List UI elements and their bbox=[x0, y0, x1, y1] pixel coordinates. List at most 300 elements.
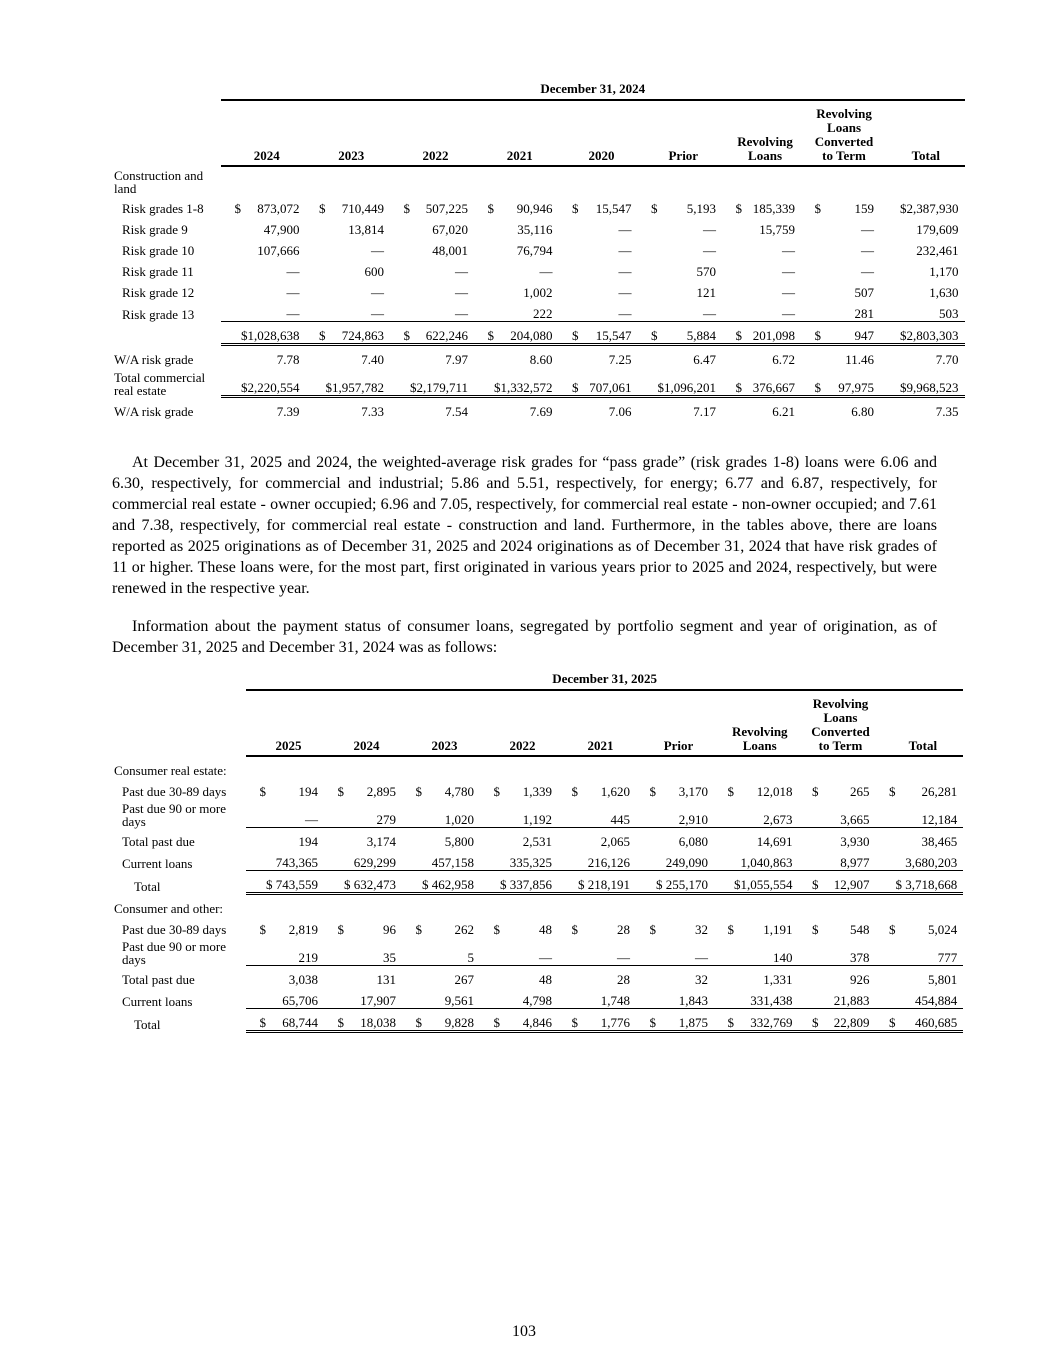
amount: 201,098 bbox=[752, 328, 796, 343]
currency-symbol bbox=[318, 307, 326, 321]
value-cell bbox=[559, 279, 638, 300]
currency-symbol bbox=[811, 856, 819, 870]
row-label: Total commercial real estate bbox=[114, 369, 206, 398]
value-cell bbox=[876, 966, 964, 988]
amount: — bbox=[455, 306, 469, 321]
value-cell: 7.54 bbox=[445, 404, 469, 419]
value-cell bbox=[636, 937, 714, 966]
value-cell: 7.97 bbox=[445, 352, 469, 367]
currency-symbol bbox=[650, 381, 658, 395]
currency-symbol: $ bbox=[493, 922, 500, 937]
currency-symbol bbox=[571, 307, 579, 321]
value-cell bbox=[324, 828, 402, 850]
row-label: W/A risk grade bbox=[114, 352, 194, 367]
amount: 332,769 bbox=[750, 1015, 793, 1030]
currency-symbol bbox=[336, 973, 344, 987]
amount: 131 bbox=[376, 972, 396, 987]
currency-symbol bbox=[570, 994, 578, 1008]
amount: 4,780 bbox=[444, 784, 474, 799]
amount: 4,846 bbox=[522, 1015, 552, 1030]
currency-symbol bbox=[336, 994, 344, 1008]
value-cell bbox=[876, 799, 964, 828]
amount: 18,038 bbox=[360, 1015, 396, 1030]
currency-symbol bbox=[318, 265, 326, 279]
currency-symbol bbox=[648, 856, 656, 870]
amount: 707,061 bbox=[589, 380, 632, 395]
currency-symbol bbox=[648, 878, 656, 892]
value-cell bbox=[559, 300, 638, 322]
currency-symbol bbox=[492, 973, 500, 987]
amount: $1,096,201 bbox=[657, 380, 717, 395]
row-label: Past due 30-89 days bbox=[122, 922, 227, 937]
currency-symbol bbox=[233, 381, 241, 395]
amount: 724,863 bbox=[341, 328, 384, 343]
currency-symbol bbox=[486, 286, 494, 300]
currency-symbol: $ bbox=[403, 201, 410, 216]
currency-symbol bbox=[571, 286, 579, 300]
column-header: Prior bbox=[636, 690, 714, 756]
currency-symbol bbox=[414, 878, 422, 892]
amount: 65,706 bbox=[282, 993, 318, 1008]
amount: 5,801 bbox=[928, 972, 958, 987]
value-cell bbox=[714, 828, 799, 850]
value-cell bbox=[480, 799, 558, 828]
amount: — bbox=[539, 950, 552, 965]
currency-symbol: $ bbox=[651, 201, 658, 216]
currency-symbol bbox=[726, 973, 734, 987]
currency-symbol bbox=[258, 813, 266, 827]
amount: 281 bbox=[854, 306, 875, 321]
amount: 548 bbox=[850, 922, 870, 937]
amount: — bbox=[861, 243, 875, 258]
value-cell bbox=[799, 828, 876, 850]
value-cell bbox=[474, 279, 559, 300]
amount: — bbox=[782, 264, 796, 279]
currency-symbol bbox=[258, 878, 266, 892]
value-cell bbox=[221, 300, 306, 322]
amount: 947 bbox=[854, 328, 875, 343]
currency-symbol: $ bbox=[259, 784, 266, 799]
amount: 12,907 bbox=[833, 877, 870, 892]
value-cell bbox=[480, 778, 558, 799]
amount: 17,907 bbox=[360, 993, 396, 1008]
currency-symbol bbox=[233, 244, 241, 258]
value-cell bbox=[246, 916, 324, 937]
value-cell bbox=[558, 828, 636, 850]
amount: 140 bbox=[773, 950, 793, 965]
table-row bbox=[112, 937, 963, 966]
currency-symbol: $ bbox=[571, 784, 578, 799]
table-row bbox=[112, 237, 965, 258]
column-header: Prior bbox=[638, 100, 723, 166]
value-cell: 7.35 bbox=[935, 404, 959, 419]
column-header: 2024 bbox=[324, 690, 402, 756]
currency-symbol bbox=[492, 994, 500, 1008]
value-cell bbox=[799, 799, 876, 828]
row-label: Total past due bbox=[122, 972, 195, 987]
currency-symbol: $ bbox=[571, 1015, 578, 1030]
value-cell: 6.47 bbox=[693, 352, 717, 367]
currency-symbol bbox=[492, 813, 500, 827]
table-row bbox=[112, 258, 965, 279]
currency-symbol: $ bbox=[259, 1015, 266, 1030]
currency-symbol bbox=[258, 835, 266, 849]
currency-symbol: $ bbox=[889, 1015, 896, 1030]
value-cell bbox=[876, 871, 964, 894]
value-cell bbox=[722, 322, 801, 345]
total-row bbox=[112, 322, 965, 345]
value-cell bbox=[306, 322, 391, 345]
column-header: Revolving Loans Converted to Term bbox=[799, 690, 876, 756]
value-cell bbox=[801, 237, 880, 258]
value-cell bbox=[799, 871, 876, 894]
table-title: December 31, 2024 bbox=[221, 82, 965, 100]
value-cell bbox=[480, 828, 558, 850]
amount: 1,170 bbox=[929, 264, 959, 279]
value-cell bbox=[714, 937, 799, 966]
value-cell bbox=[306, 195, 391, 216]
currency-symbol bbox=[336, 835, 344, 849]
currency-symbol bbox=[650, 286, 658, 300]
value-cell bbox=[799, 849, 876, 871]
amount: — bbox=[703, 222, 717, 237]
currency-symbol bbox=[888, 835, 896, 849]
value-cell bbox=[558, 799, 636, 828]
amount: — bbox=[617, 950, 630, 965]
amount: — bbox=[371, 243, 384, 258]
currency-symbol bbox=[888, 813, 896, 827]
amount: 457,158 bbox=[431, 855, 474, 870]
currency-symbol bbox=[402, 265, 410, 279]
column-header: Total bbox=[880, 100, 965, 166]
amount: 15,547 bbox=[595, 328, 632, 343]
value-cell bbox=[722, 237, 801, 258]
amount: 267 bbox=[454, 972, 474, 987]
amount: — bbox=[782, 285, 796, 300]
value-cell bbox=[636, 916, 714, 937]
amount: 204,080 bbox=[510, 328, 553, 343]
currency-symbol: $ bbox=[649, 922, 656, 937]
wa-risk-row bbox=[112, 397, 965, 420]
currency-symbol bbox=[726, 835, 734, 849]
amount: 232,461 bbox=[916, 243, 959, 258]
currency-symbol bbox=[318, 381, 326, 395]
amount: 622,246 bbox=[425, 328, 469, 343]
row-label: Risk grade 9 bbox=[122, 222, 188, 237]
currency-symbol: $ bbox=[493, 1015, 500, 1030]
currency-symbol bbox=[414, 994, 422, 1008]
value-cell bbox=[799, 916, 876, 937]
amount: $1,332,572 bbox=[494, 380, 553, 395]
amount: 2,895 bbox=[366, 784, 396, 799]
currency-symbol bbox=[492, 878, 500, 892]
amount: 185,339 bbox=[752, 201, 796, 216]
currency-symbol: $ bbox=[812, 922, 819, 937]
currency-symbol bbox=[892, 381, 900, 395]
column-header: 2024 bbox=[221, 100, 306, 166]
amount: 216,126 bbox=[587, 855, 630, 870]
amount: 15,759 bbox=[759, 222, 796, 237]
amount: 159 bbox=[854, 201, 875, 216]
amount: 454,884 bbox=[915, 993, 958, 1008]
amount: — bbox=[618, 264, 632, 279]
value-cell bbox=[638, 300, 723, 322]
currency-symbol: $ bbox=[493, 784, 500, 799]
currency-symbol bbox=[258, 951, 266, 965]
amount: 629,299 bbox=[353, 855, 396, 870]
value-cell bbox=[324, 966, 402, 988]
amount: — bbox=[305, 812, 318, 827]
value-cell: 7.17 bbox=[693, 404, 717, 419]
amount: 22,809 bbox=[833, 1015, 870, 1030]
currency-symbol: $ bbox=[487, 328, 495, 343]
value-cell bbox=[558, 778, 636, 799]
table-row bbox=[112, 987, 963, 1009]
amount: $2,387,930 bbox=[900, 201, 959, 216]
value-cell bbox=[880, 367, 965, 397]
amount: 35,116 bbox=[517, 222, 553, 237]
amount: 262 bbox=[454, 922, 474, 937]
amount: 222 bbox=[533, 306, 553, 321]
amount: — bbox=[695, 950, 708, 965]
value-cell bbox=[246, 849, 324, 871]
amount: — bbox=[618, 285, 632, 300]
value-cell bbox=[636, 799, 714, 828]
amount: 743,365 bbox=[275, 855, 318, 870]
currency-symbol bbox=[233, 265, 241, 279]
currency-symbol: $ bbox=[735, 328, 743, 343]
amount: — bbox=[618, 222, 632, 237]
currency-symbol bbox=[813, 244, 821, 258]
value-cell bbox=[636, 966, 714, 988]
amount: 1,331 bbox=[763, 972, 793, 987]
amount: 194 bbox=[298, 834, 318, 849]
value-cell bbox=[480, 987, 558, 1009]
value-cell: 6.72 bbox=[772, 352, 796, 367]
amount: $ 218,191 bbox=[578, 877, 630, 892]
amount: 1,776 bbox=[600, 1015, 630, 1030]
value-cell bbox=[246, 966, 324, 988]
value-cell bbox=[722, 195, 801, 216]
amount: $ 337,856 bbox=[500, 877, 552, 892]
amount: $2,803,303 bbox=[900, 328, 959, 343]
currency-symbol: $ bbox=[727, 922, 734, 937]
amount: 97,975 bbox=[838, 380, 875, 395]
value-cell bbox=[480, 849, 558, 871]
currency-symbol bbox=[570, 973, 578, 987]
value-cell bbox=[638, 367, 723, 397]
value-cell bbox=[474, 367, 559, 397]
value-cell bbox=[221, 322, 306, 345]
currency-symbol bbox=[734, 286, 742, 300]
currency-symbol bbox=[402, 307, 410, 321]
amount: 1,040,863 bbox=[740, 855, 793, 870]
column-header: 2023 bbox=[306, 100, 391, 166]
column-header: 2025 bbox=[246, 690, 324, 756]
currency-symbol bbox=[336, 856, 344, 870]
currency-symbol: $ bbox=[337, 1015, 344, 1030]
value-cell bbox=[801, 216, 880, 237]
value-cell bbox=[876, 778, 964, 799]
value-cell bbox=[324, 916, 402, 937]
amount: $1,028,638 bbox=[241, 328, 300, 343]
value-cell bbox=[402, 871, 480, 894]
value-cell: 7.06 bbox=[608, 404, 632, 419]
value-cell bbox=[402, 778, 480, 799]
currency-symbol bbox=[233, 307, 241, 321]
currency-symbol: $ bbox=[337, 784, 344, 799]
currency-symbol bbox=[892, 329, 900, 343]
value-cell bbox=[880, 216, 965, 237]
amount: 28 bbox=[617, 972, 630, 987]
amount: 1,620 bbox=[600, 784, 630, 799]
column-header-row bbox=[112, 690, 963, 756]
amount: $2,179,711 bbox=[410, 380, 469, 395]
amount: 90,946 bbox=[516, 201, 553, 216]
currency-symbol bbox=[650, 223, 658, 237]
row-label: Past due 90 or more days bbox=[122, 938, 226, 967]
amount: 3,170 bbox=[678, 784, 708, 799]
amount: 2,910 bbox=[678, 812, 708, 827]
currency-symbol bbox=[888, 951, 896, 965]
value-cell bbox=[880, 237, 965, 258]
amount: 32 bbox=[695, 922, 708, 937]
value-cell bbox=[402, 799, 480, 828]
currency-symbol: $ bbox=[319, 201, 326, 216]
value-cell bbox=[390, 322, 474, 345]
amount: 710,449 bbox=[341, 201, 384, 216]
amount: 1,002 bbox=[523, 285, 553, 300]
currency-symbol bbox=[486, 265, 494, 279]
currency-symbol: $ bbox=[812, 1015, 819, 1030]
value-cell bbox=[876, 828, 964, 850]
value-cell: 11.46 bbox=[845, 352, 875, 367]
currency-symbol bbox=[892, 286, 900, 300]
row-label: Risk grade 12 bbox=[122, 285, 195, 300]
row-label: Total bbox=[134, 878, 161, 894]
amount: 194 bbox=[298, 784, 318, 799]
currency-symbol bbox=[892, 265, 900, 279]
value-cell bbox=[221, 216, 306, 237]
currency-symbol bbox=[486, 223, 494, 237]
currency-symbol bbox=[318, 223, 326, 237]
value-cell bbox=[799, 966, 876, 988]
page-number: 103 bbox=[512, 1323, 536, 1340]
value-cell bbox=[880, 279, 965, 300]
currency-symbol bbox=[648, 994, 656, 1008]
value-cell bbox=[559, 258, 638, 279]
value-cell bbox=[246, 937, 324, 966]
value-cell bbox=[324, 849, 402, 871]
value-cell bbox=[480, 871, 558, 894]
amount: 507,225 bbox=[425, 201, 469, 216]
amount: 38,465 bbox=[921, 834, 958, 849]
value-cell bbox=[480, 916, 558, 937]
value-cell bbox=[638, 237, 723, 258]
amount: — bbox=[861, 222, 875, 237]
currency-symbol bbox=[813, 286, 821, 300]
currency-symbol bbox=[811, 994, 819, 1008]
column-header: 2020 bbox=[559, 100, 638, 166]
amount: 1,339 bbox=[522, 784, 552, 799]
amount: 48,001 bbox=[432, 243, 469, 258]
column-header: 2021 bbox=[474, 100, 559, 166]
currency-symbol bbox=[486, 381, 494, 395]
amount: 21,883 bbox=[833, 993, 870, 1008]
amount: 6,080 bbox=[678, 834, 708, 849]
value-cell bbox=[246, 778, 324, 799]
value-cell bbox=[474, 195, 559, 216]
table-row bbox=[112, 216, 965, 237]
amount: 48 bbox=[539, 922, 552, 937]
value-cell: 7.33 bbox=[361, 404, 384, 419]
amount: 8,977 bbox=[840, 855, 870, 870]
table-title-row bbox=[112, 672, 963, 690]
currency-symbol bbox=[811, 813, 819, 827]
amount: $1,055,554 bbox=[734, 877, 793, 892]
value-cell bbox=[402, 966, 480, 988]
currency-symbol bbox=[571, 223, 579, 237]
amount: — bbox=[539, 264, 553, 279]
value-cell bbox=[799, 1009, 876, 1032]
value-cell bbox=[559, 367, 638, 397]
amount: 1,192 bbox=[522, 812, 552, 827]
total-cre-row bbox=[112, 367, 965, 397]
value-cell bbox=[324, 987, 402, 1009]
currency-symbol bbox=[318, 244, 326, 258]
amount: 107,666 bbox=[257, 243, 300, 258]
paragraph-consumer-intro: Information about the payment status of consumer loans, segregated by portfolio segment and year of origination, as of December 31, 2025 and December 31, 2024 was as follows: bbox=[112, 618, 937, 656]
currency-symbol bbox=[571, 265, 579, 279]
value-cell bbox=[801, 300, 880, 322]
currency-symbol bbox=[336, 813, 344, 827]
amount: 331,438 bbox=[750, 993, 793, 1008]
amount: — bbox=[371, 306, 384, 321]
amount: 1,748 bbox=[600, 993, 630, 1008]
value-cell bbox=[402, 987, 480, 1009]
column-header: 2021 bbox=[558, 690, 636, 756]
value-cell bbox=[324, 1009, 402, 1032]
value-cell bbox=[221, 195, 306, 216]
value-cell bbox=[221, 237, 306, 258]
total-row bbox=[112, 871, 963, 894]
currency-symbol bbox=[726, 856, 734, 870]
amount: — bbox=[455, 264, 469, 279]
value-cell bbox=[221, 279, 306, 300]
currency-symbol bbox=[336, 878, 344, 892]
currency-symbol bbox=[892, 307, 900, 321]
row-label: Total past due bbox=[122, 834, 195, 849]
amount: 5,800 bbox=[444, 834, 474, 849]
amount: 47,900 bbox=[263, 222, 300, 237]
amount: 13,814 bbox=[348, 222, 384, 237]
value-cell bbox=[558, 916, 636, 937]
amount: 9,828 bbox=[444, 1015, 474, 1030]
value-cell bbox=[638, 279, 723, 300]
amount: 32 bbox=[695, 972, 708, 987]
value-cell bbox=[559, 216, 638, 237]
currency-symbol bbox=[486, 244, 494, 258]
currency-symbol: $ bbox=[812, 877, 819, 892]
value-cell bbox=[714, 966, 799, 988]
amount: 1,191 bbox=[763, 922, 793, 937]
value-cell bbox=[722, 300, 801, 322]
column-header: Revolving Loans Converted to Term bbox=[801, 100, 880, 166]
currency-symbol bbox=[648, 835, 656, 849]
value-cell bbox=[714, 1009, 799, 1032]
value-cell: 7.25 bbox=[608, 352, 632, 367]
amount: 67,020 bbox=[432, 222, 469, 237]
